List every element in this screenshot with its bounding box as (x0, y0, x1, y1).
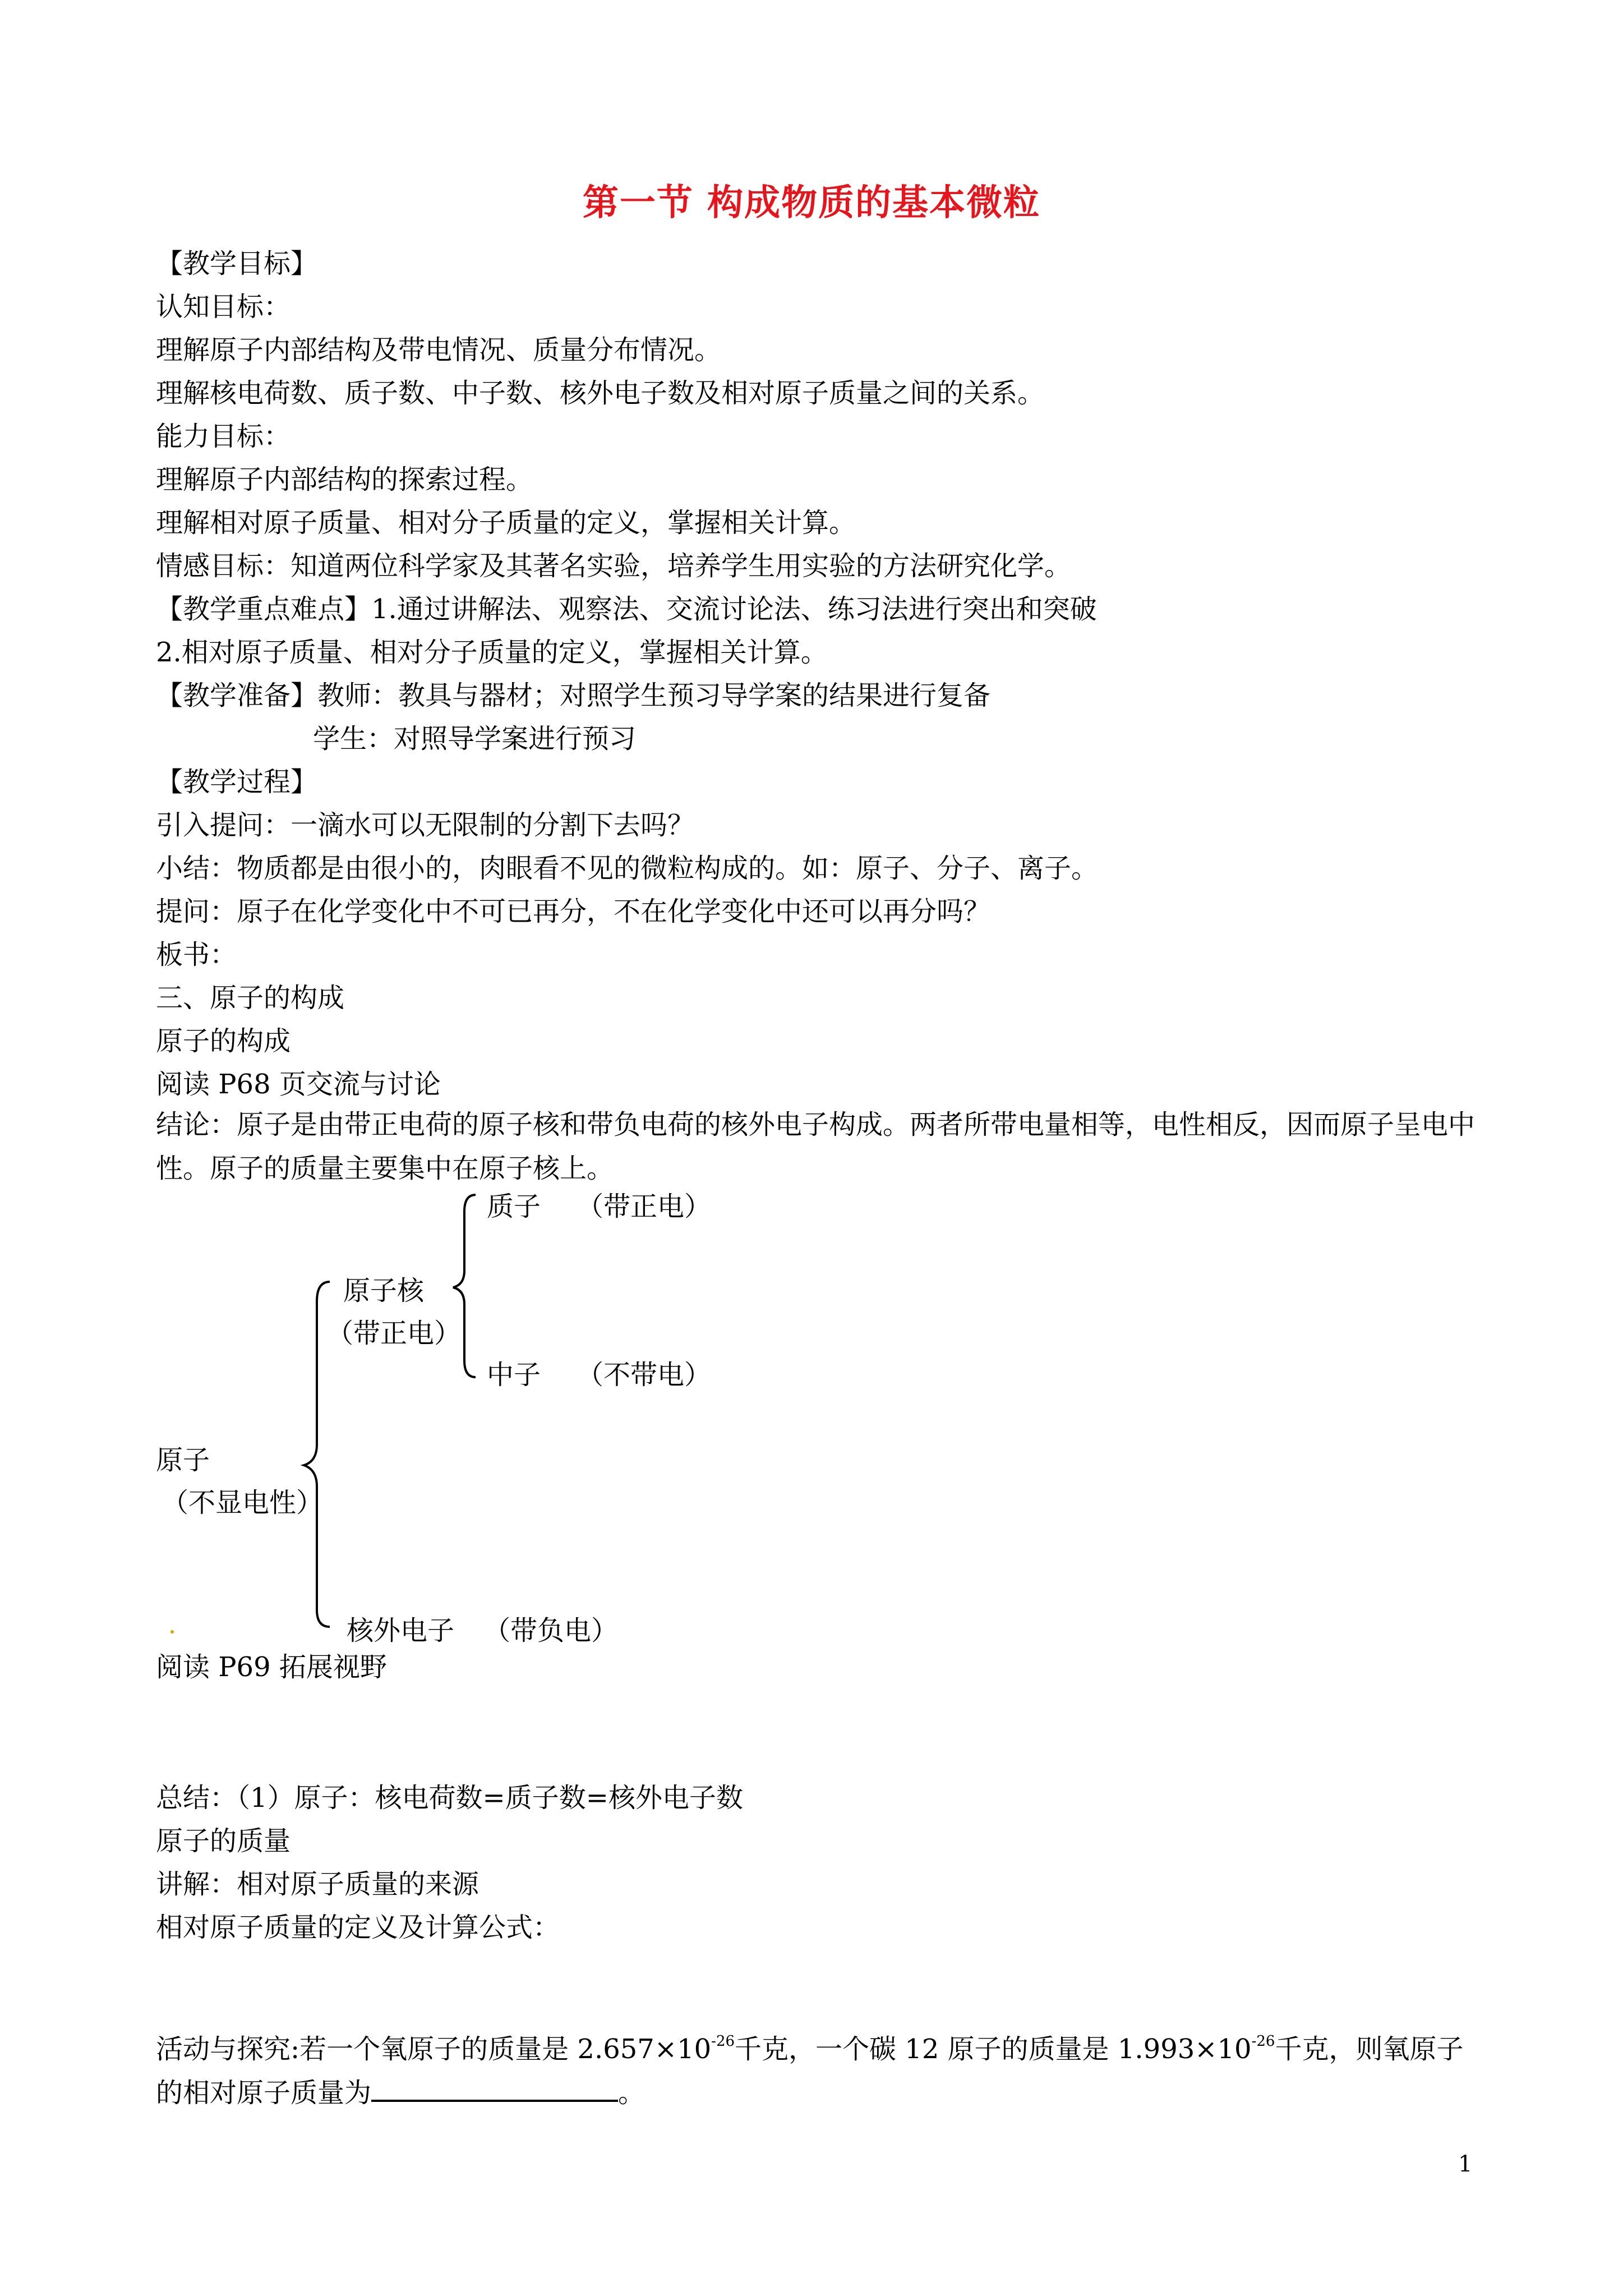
text-line: 板书： (156, 939, 237, 970)
activity-text-1: 活动与探究:若一个氧原子的质量是 2.657×10 (156, 2033, 712, 2065)
text-line: 提问：原子在化学变化中不可已再分，不在化学变化中还可以再分吗？ (156, 896, 991, 927)
text-line: 认知目标： (156, 291, 291, 323)
activity-end: 。 (618, 2077, 645, 2109)
electron-charge: （带负电） (483, 1615, 619, 1646)
atom-label: 原子 (156, 1444, 210, 1476)
proton-label: 质子 (487, 1191, 541, 1222)
text-line: 【教学重点难点】1.通过讲解法、观察法、交流讨论法、练习法进行突出和突破 (156, 593, 1097, 625)
proton-charge: （带正电） (577, 1191, 712, 1222)
neutron-label: 中子 (487, 1359, 541, 1391)
activity-paragraph (156, 2027, 1479, 2115)
exponent-2: -26 (1251, 2033, 1275, 2050)
exponent-1: -26 (711, 2033, 735, 2050)
text-line: 理解原子内部结构的探索过程。 (156, 464, 533, 495)
text-line: 理解相对原子质量、相对分子质量的定义，掌握相关计算。 (156, 507, 856, 539)
page-number: 1 (1458, 2151, 1473, 2177)
stray-mark (170, 1630, 174, 1634)
activity-text-3: 千克，则氧原子的相对原子质量为 (156, 2033, 1464, 2109)
text-line: 原子的质量 (156, 1825, 291, 1857)
conclusion-paragraph: 结论：原子是由带正电荷的原子核和带负电荷的核外电子构成。两者所带电量相等，电性相反，因而原子呈电中性。原子的质量主要集中在原子核上。 (156, 1109, 1476, 1184)
text-line: 理解核电荷数、质子数、中子数、核外电子数及相对原子质量之间的关系。 (156, 378, 1045, 409)
text-line: 讲解：相对原子质量的来源 (156, 1869, 479, 1900)
text-line: 引入提问：一滴水可以无限制的分割下去吗？ (156, 809, 695, 841)
section-heading: 【教学目标】 (156, 248, 318, 279)
text-line: 能力目标： (156, 421, 291, 452)
text-line: 学生：对照导学案进行预习 (313, 723, 637, 754)
text-line: 相对原子质量的定义及计算公式： (156, 1912, 560, 1943)
text-line: 小结：物质都是由很小的，肉眼看不见的微粒构成的。如：原子、分子、离子。 (156, 853, 1099, 884)
text-line: 三、原子的构成 (156, 982, 345, 1014)
page-title: 第一节 构成物质的基本微粒 (582, 182, 1041, 224)
nucleus-label: 原子核 (343, 1275, 425, 1306)
electron-label: 核外电子 (347, 1615, 455, 1646)
answer-blank[interactable] (371, 2075, 618, 2102)
text-line: 阅读 P69 拓展视野 (156, 1651, 387, 1683)
text-line: 2.相对原子质量、相对分子质量的定义，掌握相关计算。 (156, 637, 828, 668)
text-line: 总结：（1）原子：核电荷数=质子数=核外电子数 (156, 1782, 743, 1814)
text-line: 原子的构成 (156, 1025, 291, 1057)
neutron-charge: （不带电） (577, 1359, 712, 1391)
text-line: 理解原子内部结构及带电情况、质量分布情况。 (156, 334, 722, 366)
text-line: 阅读 P68 页交流与讨论 (156, 1069, 441, 1100)
atom-charge: （不显电性） (162, 1487, 324, 1519)
nucleus-charge: （带正电） (326, 1318, 462, 1349)
text-line: 【教学准备】教师：教具与器材；对照学生预习导学案的结果进行复备 (156, 680, 991, 711)
text-line: 情感目标：知道两位科学家及其著名实验，培养学生用实验的方法研究化学。 (156, 550, 1072, 582)
section-heading: 【教学过程】 (156, 766, 318, 798)
activity-text-2: 千克，一个碳 12 原子的质量是 1.993×10 (735, 2033, 1252, 2065)
